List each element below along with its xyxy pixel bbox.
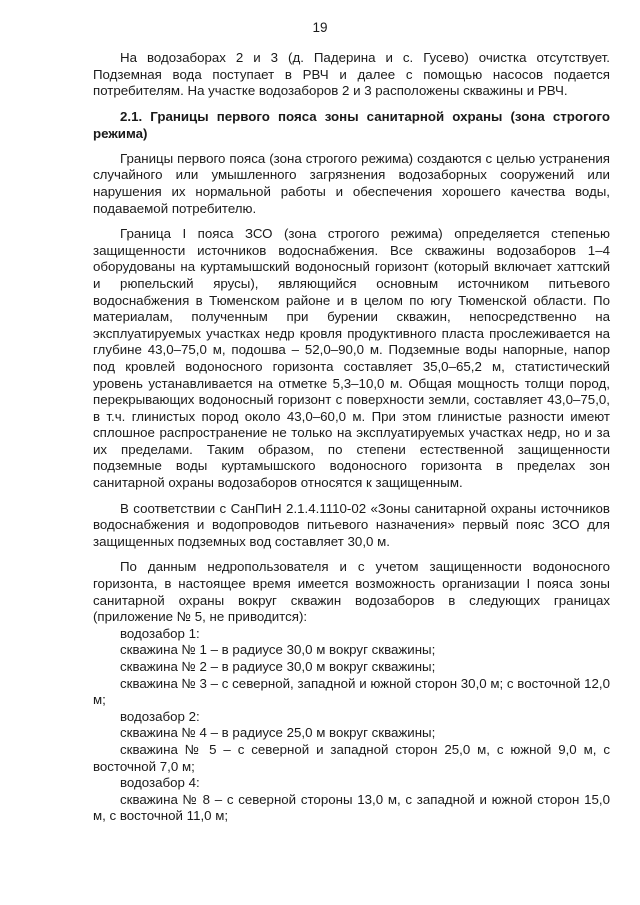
paragraph-first-belt: Границы первого пояса (зона строгого режима) создаются с целью устранения случайного или умышленного загрязнения водозаборных сооружений или нарушения их нормальной работы и обеспечения хорошего качества воды, подаваемой потребителю. bbox=[93, 150, 610, 216]
paragraph-boundaries: По данным недропользователя и с учетом защищенности водоносного горизонта, в настоящее время имеется возможность организации I пояса зоны санитарной охраны вокруг скважин водозаборов в следующих границах (приложение № 5, не приводится): bbox=[93, 559, 610, 625]
well-item: скважина № 3 – с северной, западной и южной сторон 30,0 м; с восточной 12,0 м; bbox=[93, 675, 610, 708]
well-item: скважина № 8 – с северной стороны 13,0 м, с западной и южной сторон 15,0 м, с восточной 11,0 м; bbox=[93, 791, 610, 824]
section-heading: 2.1. Границы первого пояса зоны санитарной охраны (зона строгого режима) bbox=[93, 108, 610, 141]
well-item: скважина № 1 – в радиусе 30,0 м вокруг скважины; bbox=[120, 642, 436, 658]
intake-title: водозабор 1: bbox=[120, 625, 200, 641]
paragraph-intro: На водозаборах 2 и 3 (д. Падерина и с. Гусево) очистка отсутствует. Подземная вода поступает в РВЧ и далее с помощью насосов подается потребителям. На участке водозаборов 2 и 3 расположены скважины и РВЧ. bbox=[93, 50, 610, 99]
well-item: скважина № 2 – в радиусе 30,0 м вокруг скважины; bbox=[120, 659, 436, 674]
intake-title: водозабор 4: bbox=[120, 775, 200, 791]
document-body bbox=[93, 50, 610, 825]
paragraph-sanpin: В соответствии с СанПиН 2.1.4.1110-02 «Зоны санитарной охраны источников водоснабжения и водопроводов питьевого назначения» первый пояс ЗСО для защищенных подземных вод составляет 30,0 м. bbox=[93, 500, 610, 549]
paragraph-protection: Граница I пояса ЗСО (зона строгого режима) определяется степенью защищенности источников водоснабжения. Все скважины водозаборов 1–4 оборудованы на куртамышский водоносный горизонт (который включает хаттский и рюпельский ярусы), являющийся основным источником питьевого водоснабжения в Тюменском районе и в целом по югу Тюменской области. По материалам, полученным при бурении скважин, непосредственно на эксплуатируемых участках недр кровля продуктивного пласта прослеживается на глубине 43,0–75,0 м, подошва – 52,0–90,0 м. Подземные воды напорные, напор под кровлей водоносного горизонта составляет 35,0–65,2 м, статистический уровень устанавливается на отметке 5,3–10,0 м. Общая мощность толщи пород, перекрывающих водоносный горизонт с поверхности земли, составляет 43,0–75,0, в т.ч. глинистых пород около 43,0–60,0 м. При этом глинистые разности имеют сплошное распространение не только на эксплуатируемых участках недр, но и за их пределами. Таким образом, по степени естественной защищенности подземные воды куртамышского водоносного горизонта в пределах зон санитарной охраны водозаборов относятся к защищенным. bbox=[93, 226, 610, 491]
intake-title: водозабор 2: bbox=[120, 708, 200, 724]
well-item: скважина № 5 – с северной и западной сторон 25,0 м, с южной 9,0 м, с восточной 7,0 м; bbox=[93, 741, 610, 774]
page-number: 19 bbox=[312, 20, 328, 35]
well-item: скважина № 4 – в радиусе 25,0 м вокруг скважины; bbox=[120, 725, 436, 741]
